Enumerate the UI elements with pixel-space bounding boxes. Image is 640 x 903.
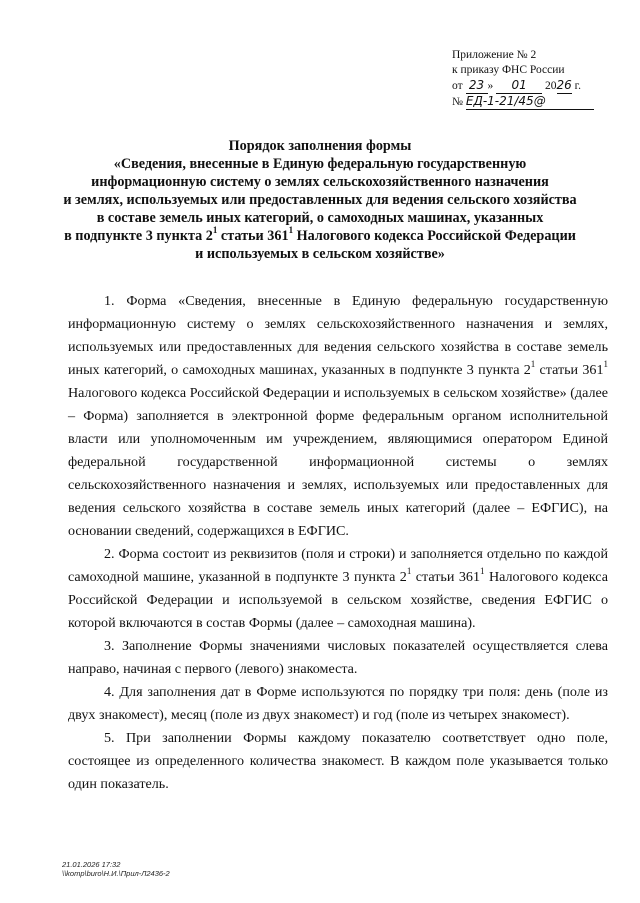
title-line: Порядок заполнения формы: [228, 138, 412, 154]
paragraph-5: 5. При заполнении Формы каждому показателю соответствует одно поле, состоящее из определенного количества знакомест. В каждом поле указывается только один показатель.: [68, 730, 608, 792]
title-line: «Сведения, внесенные в Единую федеральную государственную: [113, 156, 527, 172]
date-month-handwritten: 01: [496, 78, 542, 94]
appendix-title: Приложение № 2: [452, 49, 537, 61]
document-title: [60, 137, 580, 263]
title-line: в подпункте 3 пункта $2^1$ статьи $361^1$ Налогового кодекса Российской Федерации: [64, 225, 576, 244]
date-year-prefix: 20: [545, 80, 557, 92]
paragraph-2: 2. Форма состоит из реквизитов (поля и строки) и заполняется отдельно по каждой самоходной машине, указанной в подпункте 3 пункта $2^1$ статьи $361^1$ Налогового кодекса Российской Федерации и используемой в сельском хозяйстве, сведения ЕФГИС о которой включаются в состав Формы (далее – самоходная машина).: [68, 546, 608, 631]
number-prefix: №: [452, 96, 463, 108]
appendix-order: к приказу ФНС России: [452, 64, 565, 76]
appendix-block: [452, 48, 622, 110]
title-line: и землях, используемых или предоставленных для ведения сельского хозяйства: [63, 192, 577, 208]
title-line: в составе земель иных категорий, о самоходных машинах, указанных: [96, 210, 544, 226]
date-year-handwritten: 26: [556, 78, 572, 92]
title-line: информационную систему о землях сельскохозяйственного назначения: [91, 174, 549, 190]
date-suffix: г.: [574, 80, 581, 92]
paragraph-3: 3. Заполнение Формы значениями числовых показателей осуществляется слева направо, начиная с первого (левого) знакоместа.: [68, 638, 608, 677]
number-handwritten: ЕД-1-21/45@: [466, 94, 594, 110]
document-footer: [62, 860, 170, 878]
appendix-date: от 23 » 01 2026 г.: [452, 78, 581, 92]
date-day-handwritten: 23: [466, 78, 488, 94]
date-prefix: от: [452, 80, 463, 92]
paragraph-1: 1. Форма «Сведения, внесенные в Единую федеральную государственную информационную систему о землях сельскохозяйственного назначения и землях, используемых или предоставленных для ведения сельского хозяйства в составе земель иных категорий, о самоходных машинах, указанных в подпункте 3 пункта $2^1$ статьи $361^1$ Налогового кодекса Российской Федерации и используемых в сельском хозяйстве» (далее – Форма) заполняется в электронной форме федеральным органом исполнительной власти или уполномоченным им учреждением, являющимися оператором Единой федеральной государственной информационной системы о землях сельскохозяйственного назначения и землях, используемых или предоставленных для ведения сельского хозяйства в составе земель иных категорий (далее – ЕФГИС), на основании сведений, содержащихся в ЕФГИС.: [68, 293, 608, 539]
title-line: и используемых в сельском хозяйстве»: [195, 246, 445, 262]
footer-timestamp: 21.01.2026 17:32: [62, 860, 121, 869]
paragraph-4: 4. Для заполнения дат в Форме используются по порядку три поля: день (поле из двух знакомест), месяц (поле из двух знакомест) и год (поле из четырех знакомест).: [68, 684, 608, 723]
document-body: [68, 290, 608, 796]
appendix-number: [452, 94, 622, 110]
footer-filepath: \\komp\buro\Н.И.\Прил-Л2436-2: [62, 869, 170, 878]
